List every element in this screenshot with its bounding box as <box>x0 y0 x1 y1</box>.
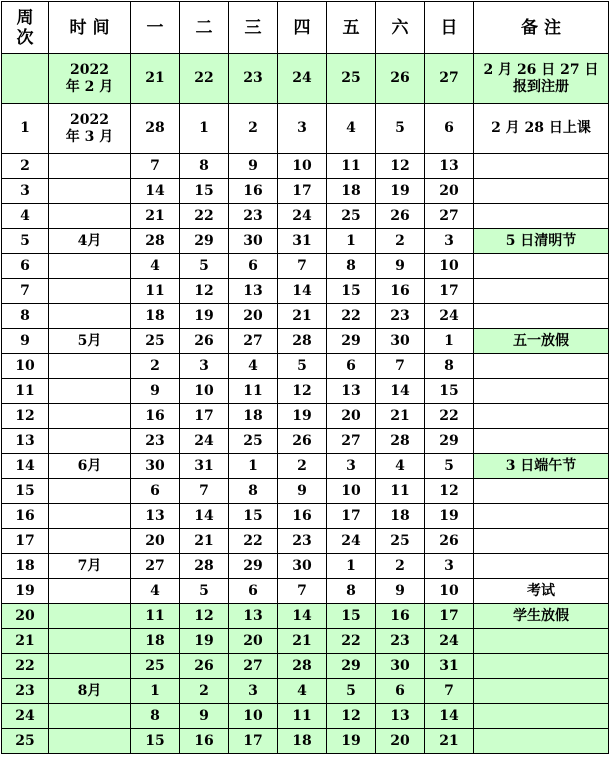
day-cell-sat: 26 <box>376 54 425 104</box>
day-cell-wed: 13 <box>229 604 278 629</box>
table-row <box>2 679 609 704</box>
time-cell <box>49 354 131 379</box>
table-row <box>2 529 609 554</box>
day-cell-sun: 24 <box>425 304 474 329</box>
week-cell: 14 <box>2 454 49 479</box>
day-cell-tue: 28 <box>180 554 229 579</box>
day-cell-sat: 16 <box>376 604 425 629</box>
day-cell-mon: 18 <box>131 304 180 329</box>
day-cell-tue: 21 <box>180 529 229 554</box>
day-cell-mon: 21 <box>131 204 180 229</box>
header-thu: 四 <box>278 2 327 54</box>
day-cell-thu: 10 <box>278 154 327 179</box>
table-row <box>2 354 609 379</box>
day-cell-sat: 12 <box>376 154 425 179</box>
day-cell-sun: 22 <box>425 404 474 429</box>
day-cell-thu: 24 <box>278 204 327 229</box>
week-cell: 18 <box>2 554 49 579</box>
table-row <box>2 629 609 654</box>
day-cell-wed: 22 <box>229 529 278 554</box>
day-cell-thu: 24 <box>278 54 327 104</box>
day-cell-sun: 17 <box>425 279 474 304</box>
table-row <box>2 404 609 429</box>
day-cell-sat: 21 <box>376 404 425 429</box>
week-cell: 9 <box>2 329 49 354</box>
week-cell: 20 <box>2 604 49 629</box>
day-cell-sat: 11 <box>376 479 425 504</box>
table-row <box>2 704 609 729</box>
day-cell-mon: 11 <box>131 604 180 629</box>
table-row <box>2 729 609 754</box>
day-cell-wed: 23 <box>229 54 278 104</box>
day-cell-fri: 8 <box>327 254 376 279</box>
day-cell-fri: 20 <box>327 404 376 429</box>
day-cell-wed: 30 <box>229 229 278 254</box>
day-cell-thu: 31 <box>278 229 327 254</box>
day-cell-thu: 2 <box>278 454 327 479</box>
day-cell-tue: 9 <box>180 704 229 729</box>
table-row <box>2 429 609 454</box>
day-cell-fri: 8 <box>327 579 376 604</box>
day-cell-sat: 20 <box>376 729 425 754</box>
table-row <box>2 204 609 229</box>
time-cell <box>49 529 131 554</box>
day-cell-wed: 18 <box>229 404 278 429</box>
day-cell-tue: 31 <box>180 454 229 479</box>
day-cell-sun: 31 <box>425 654 474 679</box>
note-cell <box>474 479 609 504</box>
note-cell <box>474 679 609 704</box>
day-cell-thu: 7 <box>278 254 327 279</box>
day-cell-sat: 25 <box>376 529 425 554</box>
day-cell-sun: 13 <box>425 154 474 179</box>
day-cell-thu: 11 <box>278 704 327 729</box>
day-cell-sun: 17 <box>425 604 474 629</box>
day-cell-sun: 29 <box>425 429 474 454</box>
day-cell-fri: 1 <box>327 229 376 254</box>
table-row <box>2 554 609 579</box>
table-row <box>2 579 609 604</box>
day-cell-sun: 5 <box>425 454 474 479</box>
day-cell-sun: 27 <box>425 54 474 104</box>
time-cell <box>49 304 131 329</box>
day-cell-mon: 4 <box>131 254 180 279</box>
day-cell-mon: 13 <box>131 504 180 529</box>
table-row <box>2 54 609 104</box>
note-cell: 考试 <box>474 579 609 604</box>
day-cell-fri: 18 <box>327 179 376 204</box>
day-cell-wed: 6 <box>229 254 278 279</box>
day-cell-sat: 6 <box>376 679 425 704</box>
table-row <box>2 304 609 329</box>
day-cell-tue: 8 <box>180 154 229 179</box>
day-cell-tue: 19 <box>180 304 229 329</box>
week-cell: 13 <box>2 429 49 454</box>
day-cell-wed: 2 <box>229 104 278 154</box>
day-cell-mon: 8 <box>131 704 180 729</box>
day-cell-mon: 23 <box>131 429 180 454</box>
week-cell: 4 <box>2 204 49 229</box>
header-note: 备 注 <box>474 2 609 54</box>
day-cell-sun: 15 <box>425 379 474 404</box>
note-cell <box>474 354 609 379</box>
week-cell: 1 <box>2 104 49 154</box>
day-cell-thu: 4 <box>278 679 327 704</box>
day-cell-thu: 14 <box>278 279 327 304</box>
day-cell-sun: 20 <box>425 179 474 204</box>
table-row <box>2 379 609 404</box>
day-cell-wed: 23 <box>229 204 278 229</box>
day-cell-wed: 29 <box>229 554 278 579</box>
table-row <box>2 179 609 204</box>
day-cell-thu: 7 <box>278 579 327 604</box>
note-cell: 五一放假 <box>474 329 609 354</box>
day-cell-wed: 20 <box>229 304 278 329</box>
day-cell-wed: 6 <box>229 579 278 604</box>
header-wed: 三 <box>229 2 278 54</box>
week-cell <box>2 54 49 104</box>
note-cell <box>474 204 609 229</box>
note-cell <box>474 429 609 454</box>
note-cell: 3 日端午节 <box>474 454 609 479</box>
note-cell <box>474 154 609 179</box>
day-cell-tue: 26 <box>180 654 229 679</box>
day-cell-sat: 9 <box>376 579 425 604</box>
day-cell-wed: 13 <box>229 279 278 304</box>
day-cell-wed: 4 <box>229 354 278 379</box>
time-cell: 5月 <box>49 329 131 354</box>
day-cell-mon: 30 <box>131 454 180 479</box>
time-cell <box>49 204 131 229</box>
day-cell-mon: 9 <box>131 379 180 404</box>
time-cell <box>49 404 131 429</box>
day-cell-fri: 12 <box>327 704 376 729</box>
day-cell-wed: 1 <box>229 454 278 479</box>
week-cell: 7 <box>2 279 49 304</box>
day-cell-mon: 21 <box>131 54 180 104</box>
day-cell-thu: 5 <box>278 354 327 379</box>
day-cell-sun: 21 <box>425 729 474 754</box>
day-cell-sat: 5 <box>376 104 425 154</box>
day-cell-sun: 12 <box>425 479 474 504</box>
table-row <box>2 329 609 354</box>
day-cell-fri: 29 <box>327 329 376 354</box>
day-cell-mon: 6 <box>131 479 180 504</box>
week-cell: 11 <box>2 379 49 404</box>
day-cell-tue: 10 <box>180 379 229 404</box>
day-cell-sun: 3 <box>425 554 474 579</box>
day-cell-sun: 1 <box>425 329 474 354</box>
day-cell-fri: 1 <box>327 554 376 579</box>
note-cell <box>474 404 609 429</box>
header-fri: 五 <box>327 2 376 54</box>
day-cell-thu: 16 <box>278 504 327 529</box>
header-sun: 日 <box>425 2 474 54</box>
day-cell-thu: 17 <box>278 179 327 204</box>
week-cell: 15 <box>2 479 49 504</box>
day-cell-wed: 20 <box>229 629 278 654</box>
day-cell-thu: 28 <box>278 654 327 679</box>
day-cell-fri: 13 <box>327 379 376 404</box>
day-cell-sat: 19 <box>376 179 425 204</box>
day-cell-tue: 24 <box>180 429 229 454</box>
day-cell-tue: 5 <box>180 579 229 604</box>
day-cell-fri: 15 <box>327 604 376 629</box>
day-cell-wed: 3 <box>229 679 278 704</box>
day-cell-sun: 10 <box>425 254 474 279</box>
day-cell-fri: 6 <box>327 354 376 379</box>
day-cell-thu: 18 <box>278 729 327 754</box>
day-cell-wed: 9 <box>229 154 278 179</box>
day-cell-tue: 15 <box>180 179 229 204</box>
week-cell: 6 <box>2 254 49 279</box>
time-cell: 7月 <box>49 554 131 579</box>
day-cell-sun: 26 <box>425 529 474 554</box>
day-cell-wed: 25 <box>229 429 278 454</box>
table-row <box>2 504 609 529</box>
day-cell-tue: 3 <box>180 354 229 379</box>
day-cell-thu: 12 <box>278 379 327 404</box>
time-cell <box>49 154 131 179</box>
day-cell-fri: 22 <box>327 304 376 329</box>
note-cell <box>474 504 609 529</box>
table-row <box>2 604 609 629</box>
day-cell-tue: 19 <box>180 629 229 654</box>
note-cell <box>474 654 609 679</box>
day-cell-wed: 8 <box>229 479 278 504</box>
day-cell-wed: 10 <box>229 704 278 729</box>
day-cell-thu: 28 <box>278 329 327 354</box>
day-cell-fri: 3 <box>327 454 376 479</box>
note-cell: 2 月 26 日 27 日报到注册 <box>474 54 609 104</box>
note-cell <box>474 729 609 754</box>
note-cell: 学生放假 <box>474 604 609 629</box>
day-cell-mon: 15 <box>131 729 180 754</box>
day-cell-sat: 30 <box>376 654 425 679</box>
week-cell: 24 <box>2 704 49 729</box>
time-cell <box>49 579 131 604</box>
time-cell <box>49 379 131 404</box>
day-cell-sat: 28 <box>376 429 425 454</box>
day-cell-fri: 29 <box>327 654 376 679</box>
time-cell <box>49 704 131 729</box>
day-cell-mon: 27 <box>131 554 180 579</box>
day-cell-mon: 11 <box>131 279 180 304</box>
day-cell-sat: 2 <box>376 229 425 254</box>
day-cell-sat: 14 <box>376 379 425 404</box>
day-cell-tue: 12 <box>180 604 229 629</box>
day-cell-thu: 23 <box>278 529 327 554</box>
week-cell: 10 <box>2 354 49 379</box>
table-row <box>2 279 609 304</box>
note-cell <box>474 304 609 329</box>
time-cell <box>49 179 131 204</box>
week-cell: 19 <box>2 579 49 604</box>
time-cell <box>49 629 131 654</box>
day-cell-fri: 4 <box>327 104 376 154</box>
day-cell-sat: 18 <box>376 504 425 529</box>
day-cell-mon: 14 <box>131 179 180 204</box>
day-cell-tue: 5 <box>180 254 229 279</box>
header-sat: 六 <box>376 2 425 54</box>
note-cell <box>474 554 609 579</box>
table-row <box>2 454 609 479</box>
day-cell-thu: 30 <box>278 554 327 579</box>
time-cell <box>49 729 131 754</box>
day-cell-mon: 28 <box>131 104 180 154</box>
day-cell-mon: 2 <box>131 354 180 379</box>
day-cell-tue: 26 <box>180 329 229 354</box>
day-cell-thu: 26 <box>278 429 327 454</box>
header-week: 周次 <box>2 2 49 54</box>
day-cell-tue: 16 <box>180 729 229 754</box>
table-row <box>2 479 609 504</box>
week-cell: 17 <box>2 529 49 554</box>
week-cell: 16 <box>2 504 49 529</box>
table-row <box>2 229 609 254</box>
day-cell-tue: 14 <box>180 504 229 529</box>
day-cell-mon: 28 <box>131 229 180 254</box>
time-cell <box>49 479 131 504</box>
day-cell-sat: 2 <box>376 554 425 579</box>
time-cell <box>49 504 131 529</box>
day-cell-mon: 16 <box>131 404 180 429</box>
day-cell-sat: 7 <box>376 354 425 379</box>
note-cell <box>474 379 609 404</box>
day-cell-sun: 24 <box>425 629 474 654</box>
time-cell: 6月 <box>49 454 131 479</box>
day-cell-sun: 19 <box>425 504 474 529</box>
note-cell <box>474 179 609 204</box>
day-cell-fri: 5 <box>327 679 376 704</box>
day-cell-fri: 27 <box>327 429 376 454</box>
day-cell-sun: 27 <box>425 204 474 229</box>
day-cell-mon: 7 <box>131 154 180 179</box>
time-cell: 8月 <box>49 679 131 704</box>
day-cell-fri: 25 <box>327 54 376 104</box>
day-cell-thu: 21 <box>278 629 327 654</box>
day-cell-fri: 10 <box>327 479 376 504</box>
week-cell: 12 <box>2 404 49 429</box>
day-cell-tue: 22 <box>180 204 229 229</box>
table-row <box>2 254 609 279</box>
day-cell-mon: 4 <box>131 579 180 604</box>
note-cell <box>474 279 609 304</box>
time-cell: 4月 <box>49 229 131 254</box>
week-cell: 25 <box>2 729 49 754</box>
day-cell-tue: 12 <box>180 279 229 304</box>
day-cell-fri: 25 <box>327 204 376 229</box>
day-cell-sat: 16 <box>376 279 425 304</box>
day-cell-wed: 17 <box>229 729 278 754</box>
day-cell-sat: 23 <box>376 304 425 329</box>
day-cell-wed: 11 <box>229 379 278 404</box>
note-cell <box>474 629 609 654</box>
note-cell <box>474 704 609 729</box>
table-row <box>2 104 609 154</box>
table-row <box>2 654 609 679</box>
school-calendar-table <box>1 1 609 754</box>
calendar-body <box>2 54 609 754</box>
day-cell-sun: 7 <box>425 679 474 704</box>
day-cell-sun: 14 <box>425 704 474 729</box>
time-cell <box>49 254 131 279</box>
note-cell: 2 月 28 日上课 <box>474 104 609 154</box>
day-cell-thu: 9 <box>278 479 327 504</box>
week-cell: 22 <box>2 654 49 679</box>
day-cell-tue: 7 <box>180 479 229 504</box>
day-cell-sun: 6 <box>425 104 474 154</box>
day-cell-fri: 19 <box>327 729 376 754</box>
day-cell-mon: 18 <box>131 629 180 654</box>
time-cell <box>49 429 131 454</box>
day-cell-thu: 19 <box>278 404 327 429</box>
day-cell-fri: 22 <box>327 629 376 654</box>
day-cell-sat: 9 <box>376 254 425 279</box>
header-row <box>2 2 609 54</box>
day-cell-fri: 24 <box>327 529 376 554</box>
day-cell-fri: 11 <box>327 154 376 179</box>
week-cell: 5 <box>2 229 49 254</box>
day-cell-wed: 16 <box>229 179 278 204</box>
day-cell-mon: 25 <box>131 329 180 354</box>
day-cell-fri: 15 <box>327 279 376 304</box>
day-cell-tue: 2 <box>180 679 229 704</box>
day-cell-wed: 27 <box>229 654 278 679</box>
day-cell-mon: 20 <box>131 529 180 554</box>
note-cell <box>474 529 609 554</box>
day-cell-mon: 25 <box>131 654 180 679</box>
day-cell-sun: 3 <box>425 229 474 254</box>
day-cell-sat: 13 <box>376 704 425 729</box>
day-cell-tue: 29 <box>180 229 229 254</box>
day-cell-thu: 21 <box>278 304 327 329</box>
day-cell-sat: 4 <box>376 454 425 479</box>
day-cell-mon: 1 <box>131 679 180 704</box>
header-tue: 二 <box>180 2 229 54</box>
header-time: 时 间 <box>49 2 131 54</box>
day-cell-wed: 15 <box>229 504 278 529</box>
time-cell: 2022 年 3 月 <box>49 104 131 154</box>
note-cell <box>474 254 609 279</box>
week-cell: 8 <box>2 304 49 329</box>
day-cell-tue: 1 <box>180 104 229 154</box>
header-mon: 一 <box>131 2 180 54</box>
week-cell: 3 <box>2 179 49 204</box>
time-cell <box>49 604 131 629</box>
day-cell-sat: 30 <box>376 329 425 354</box>
week-cell: 21 <box>2 629 49 654</box>
day-cell-fri: 17 <box>327 504 376 529</box>
table-row <box>2 154 609 179</box>
day-cell-sat: 26 <box>376 204 425 229</box>
time-cell <box>49 654 131 679</box>
day-cell-thu: 14 <box>278 604 327 629</box>
day-cell-thu: 3 <box>278 104 327 154</box>
day-cell-sun: 10 <box>425 579 474 604</box>
week-cell: 23 <box>2 679 49 704</box>
note-cell: 5 日清明节 <box>474 229 609 254</box>
time-cell: 2022 年 2 月 <box>49 54 131 104</box>
day-cell-tue: 22 <box>180 54 229 104</box>
week-cell: 2 <box>2 154 49 179</box>
day-cell-tue: 17 <box>180 404 229 429</box>
day-cell-sun: 8 <box>425 354 474 379</box>
day-cell-wed: 27 <box>229 329 278 354</box>
day-cell-sat: 23 <box>376 629 425 654</box>
time-cell <box>49 279 131 304</box>
